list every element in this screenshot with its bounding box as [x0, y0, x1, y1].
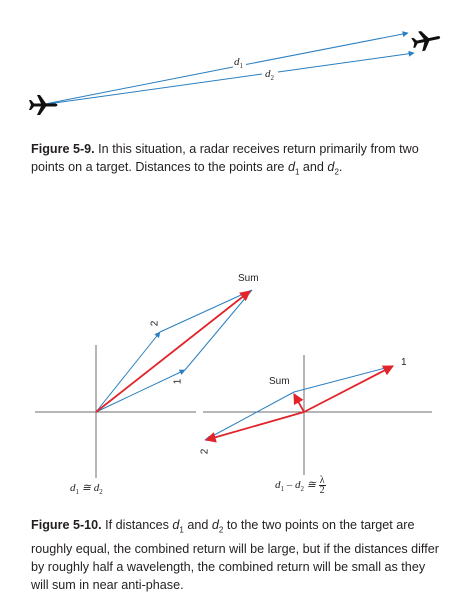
lambda-over-2: $\frac{\lambda}{2}$ — [319, 475, 325, 496]
figure-5-10-caption: Figure 5-10. If distances $d_1$ and $d_2$ to the two points on the target are roughly equal, the combined return will be large, but if the distances differ by roughly half a wavelength, the combined return will be small as they will sum in near anti-phase. — [31, 518, 439, 592]
right-equation: $d_1 - d_2$ ≅ $\frac{\lambda}{2}$ — [275, 475, 325, 496]
right-sum-label: Sum — [269, 376, 290, 387]
figure-5-9-caption: Figure 5-9. In this situation, a radar receives return primarily from two points on a target. Distances to the points are $d_1$ and $d_2$. — [31, 142, 419, 177]
label-d1: $d_1$ — [234, 56, 243, 71]
left-vector-2-from-1 — [185, 290, 252, 370]
left-equation: $d_1$ ≅ $d_2$ — [70, 482, 103, 497]
right-sum-vector — [294, 394, 304, 412]
right-vector-1-from-2 — [205, 392, 294, 440]
left-vector-1-label: 1 — [172, 378, 184, 385]
left-axes — [35, 345, 196, 478]
left-sum-label: Sum — [238, 273, 259, 284]
left-vector-2-label: 2 — [149, 320, 161, 327]
right-red-vector-1 — [304, 366, 393, 412]
left-vector-2 — [96, 332, 160, 412]
left-sum-vector — [96, 291, 250, 412]
right-vector-2-label: 2 — [199, 448, 211, 455]
right-vector-1-label: 1 — [401, 357, 407, 368]
radar-airplane-icon — [29, 95, 58, 115]
label-d2: $d_2$ — [265, 68, 274, 83]
target-airplane-icon — [410, 27, 442, 52]
right-red-vector-2 — [206, 412, 304, 440]
radar-ray-d1 — [40, 33, 408, 105]
radar-ray-d2 — [40, 53, 414, 105]
right-vector-2-from-1 — [294, 366, 393, 392]
right-axes — [203, 355, 432, 475]
